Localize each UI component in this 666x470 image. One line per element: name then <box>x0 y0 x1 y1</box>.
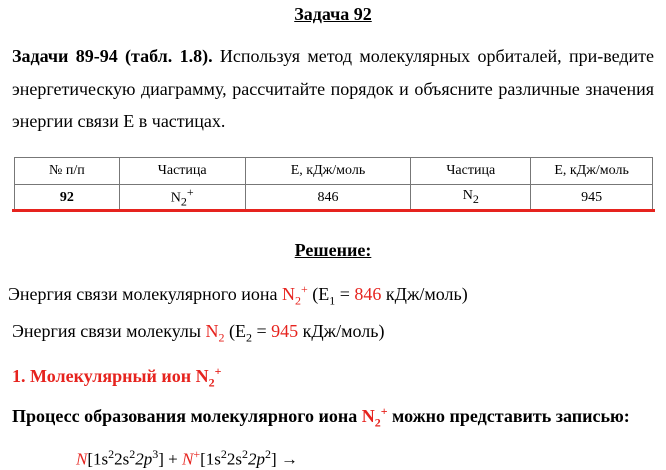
process-text: Процесс образования молекулярного иона $N_2^+$ можно представить записью: <box>12 404 630 430</box>
red-underline <box>12 209 655 212</box>
particle-1: $N_2^+$ <box>119 185 245 211</box>
table-header-cell: Частица <box>411 158 531 185</box>
ion-formula: $N_2^+$ <box>281 282 308 308</box>
table-row <box>15 185 653 211</box>
task-text: Используя метод молекулярных орбиталей, при-ведите энергетическую диаграмму, рассчитайте порядок и объясните различные значения энергии связи Е в частицах. <box>12 46 655 131</box>
energy-1: 846 <box>245 185 411 211</box>
energy-2: 945 <box>531 185 653 211</box>
process-ion: $N_2^+$ <box>361 404 388 430</box>
task-reference: Задачи 89-94 (табл. 1.8). <box>12 46 213 66</box>
task-title: Задача 92 <box>294 4 372 24</box>
formation-equation: $N[1s^22s^22p^3] + N^+[1s^22s^22p^2]$ → <box>76 447 298 469</box>
particle-2: $N_2$ <box>411 185 531 211</box>
table-header-cell: E, кДж/моль <box>531 158 653 185</box>
table-header-cell: E, кДж/моль <box>245 158 411 185</box>
molecule-formula: $N_2$ <box>205 321 225 345</box>
data-table <box>14 157 653 211</box>
energy-value-1: 846 <box>354 284 382 304</box>
energy-value-2: 945 <box>271 321 299 341</box>
table-header-row <box>15 158 653 185</box>
section-heading: 1. Молекулярный ион $N_2^+$ <box>12 364 222 390</box>
task-statement <box>12 40 654 138</box>
energy-line-molecule: Энергия связи молекулы $N_2$ ($E_2 = 945$ кДж/моль) <box>12 321 385 345</box>
solution-title: Решение: <box>294 240 372 260</box>
energy-line-ion: Энергия связи молекулярного иона $N_2^+$ ($E_1 = 846$ кДж/моль) <box>8 282 468 308</box>
row-number: 92 <box>15 185 120 211</box>
table-header-cell: Частица <box>119 158 245 185</box>
table-header-cell: № п/п <box>15 158 120 185</box>
